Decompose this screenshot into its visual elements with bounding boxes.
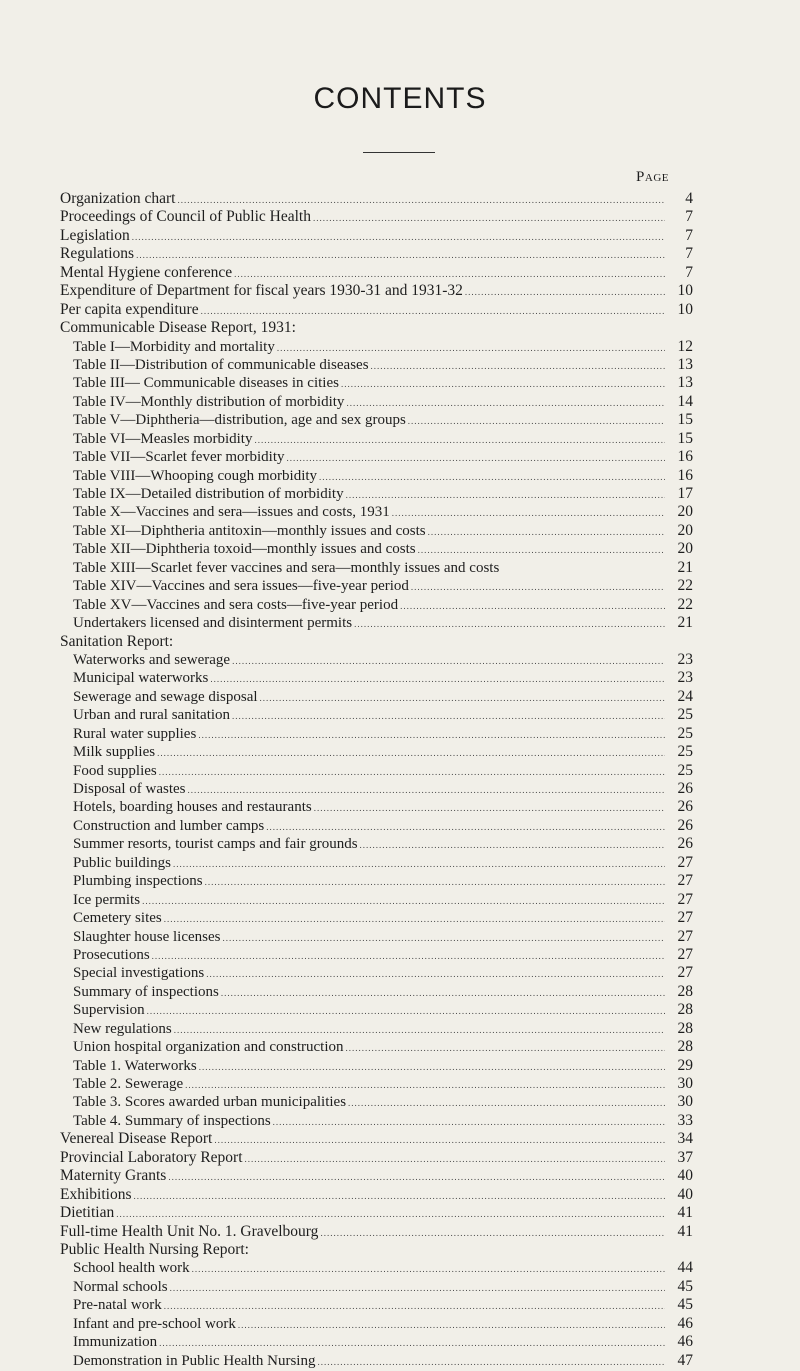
toc-entry-title: Table XI—Diphtheria antitoxin—monthly issues and costs: [73, 522, 426, 539]
toc-entry-title: Expenditure of Department for fiscal years 1930-31 and 1931-32: [60, 282, 463, 300]
dot-leader: [254, 431, 665, 449]
dot-leader: [142, 892, 665, 910]
dot-leader: [164, 1297, 665, 1315]
toc-entry-title: Mental Hygiene conference: [60, 263, 233, 281]
dot-leader: [317, 1353, 665, 1371]
toc-entry-title: Proceedings of Council of Public Health: [60, 208, 311, 226]
dot-leader: [392, 504, 665, 522]
toc-page-number: 14: [677, 392, 693, 410]
toc-entry-title: Undertakers licensed and disinterment permits: [73, 615, 353, 632]
toc-entry-title: Hotels, boarding houses and restaurants: [73, 799, 312, 816]
toc-entry: [60, 1296, 693, 1314]
toc-entry: [60, 245, 693, 263]
toc-page-number: 22: [677, 577, 693, 595]
toc-entry-title: Public buildings: [73, 854, 171, 871]
toc-entry: [60, 761, 693, 780]
toc-entry: [60, 706, 693, 724]
dot-leader: [174, 1021, 665, 1039]
toc-entry-title: Plumbing inspections: [73, 873, 203, 890]
toc-entry-title: Disposal of wastes: [73, 781, 186, 797]
dot-leader: [314, 799, 665, 817]
dot-leader: [260, 689, 665, 707]
toc-entry: [60, 337, 693, 356]
toc-entry: [60, 558, 693, 577]
toc-entry: [60, 1167, 693, 1185]
dot-leader: [346, 394, 665, 412]
toc-page-number: 23: [677, 669, 693, 687]
toc-page-number: 27: [677, 909, 693, 927]
dot-leader: [234, 265, 665, 283]
dot-leader: [136, 246, 665, 264]
toc-page-number: 25: [677, 724, 693, 742]
toc-page-number: 20: [677, 521, 693, 539]
toc-entry: [60, 1056, 693, 1075]
toc-page-number: 26: [677, 798, 693, 816]
dot-leader: [348, 1094, 665, 1112]
toc-page-number: 30: [677, 1075, 693, 1092]
toc-entry: [60, 282, 693, 300]
toc-entry-title: Table VI—Measles morbidity: [73, 430, 253, 447]
dot-leader: [205, 873, 665, 891]
toc-page-number: 26: [677, 835, 693, 853]
toc-entry-title: Table X—Vaccines and sera—issues and costs, 1931: [73, 504, 390, 521]
toc-entry-title: Construction and lumber camps: [73, 817, 265, 834]
toc-entry-title: Prosecutions: [73, 946, 150, 963]
toc-entry: [60, 190, 693, 208]
dot-leader: [206, 965, 665, 983]
toc-entry: [60, 485, 693, 503]
toc-entry-title: Organization chart: [60, 190, 176, 207]
toc-entry-title: Table III— Communicable diseases in cities: [73, 375, 339, 392]
toc-page-number: 40: [677, 1167, 693, 1185]
toc-entry-title: Urban and rural sanitation: [73, 707, 231, 724]
toc-entry: [60, 1038, 693, 1056]
toc-page-number: 27: [677, 927, 693, 945]
toc-entry: [60, 945, 693, 964]
toc-entry-title: Table XV—Vaccines and sera costs—five-year period: [73, 596, 399, 613]
toc-entry: [60, 650, 693, 669]
dot-leader: [245, 1150, 665, 1168]
toc-entry-title: Rural water supplies: [73, 725, 197, 742]
toc-entry: [60, 872, 693, 890]
toc-entry-title: Table VIII—Whooping cough morbidity: [73, 467, 318, 484]
toc-page-number: 45: [677, 1277, 693, 1295]
toc-page-number: 12: [677, 337, 693, 355]
toc-entry-title: Summer resorts, tourist camps and fair grounds: [73, 836, 358, 853]
toc-entry: [60, 743, 693, 761]
toc-entry: [60, 226, 693, 245]
toc-page-number: 16: [677, 448, 693, 466]
dot-leader: [238, 1316, 665, 1334]
toc-entry: [60, 263, 693, 282]
toc-entry: [60, 687, 693, 706]
toc-entry: [60, 1130, 693, 1148]
dot-leader: [173, 855, 665, 873]
toc-entry-title: Slaughter house licenses: [73, 928, 221, 945]
toc-entry-title: Immunization: [73, 1334, 158, 1351]
toc-entry-title: Table 1. Waterworks: [73, 1057, 197, 1074]
toc-entry-title: Public Health Nursing Report:: [60, 1240, 249, 1258]
toc-page-number: 46: [677, 1314, 693, 1332]
table-of-contents: [60, 190, 693, 1370]
toc-entry-title: Table V—Diphtheria—distribution, age and sex groups: [73, 412, 406, 429]
toc-page-number: 7: [685, 263, 693, 281]
toc-page-number: 28: [677, 982, 693, 1000]
toc-entry-title: Table I—Morbidity and mortality: [73, 338, 275, 355]
dot-leader: [408, 412, 665, 430]
toc-page-number: 17: [677, 485, 693, 502]
toc-page-number: 41: [677, 1222, 693, 1240]
toc-entry-title: School health work: [73, 1260, 190, 1277]
title-divider: [363, 152, 435, 153]
toc-entry-title: Full-time Health Unit No. 1. Gravelbourg: [60, 1222, 319, 1240]
toc-page-number: 28: [677, 1019, 693, 1037]
toc-page-number: 27: [677, 890, 693, 908]
toc-entry-title: Sanitation Report:: [60, 632, 174, 650]
toc-entry-title: Table XII—Diphtheria toxoid—monthly issues and costs: [73, 541, 416, 558]
toc-entry-title: Food supplies: [73, 762, 157, 779]
toc-page-number: 30: [677, 1093, 693, 1111]
toc-entry-title: Demonstration in Public Health Nursing: [73, 1352, 316, 1369]
toc-page-number: 27: [677, 945, 693, 963]
dot-leader: [232, 652, 665, 670]
toc-page-number: 23: [677, 650, 693, 668]
dot-leader: [185, 1076, 665, 1094]
toc-page-number: 25: [677, 706, 693, 724]
toc-entry: [60, 798, 693, 816]
dot-leader: [221, 984, 665, 1002]
toc-entry: [60, 392, 693, 411]
toc-entry-title: Summary of inspections: [73, 983, 219, 1000]
toc-entry-title: Union hospital organization and construction: [73, 1039, 344, 1056]
dot-leader: [418, 541, 665, 559]
toc-entry: [60, 1333, 693, 1351]
toc-page-number: 7: [685, 208, 693, 226]
toc-page-number: 4: [685, 190, 693, 207]
dot-leader: [266, 818, 665, 836]
toc-entry-title: Special investigations: [73, 965, 205, 982]
toc-page-number: 21: [677, 558, 693, 576]
toc-section-heading: [60, 319, 669, 337]
toc-entry-title: Table 3. Scores awarded urban municipalities: [73, 1094, 347, 1111]
toc-entry-title: Table VII—Scarlet fever morbidity: [73, 449, 285, 466]
dot-leader: [411, 578, 665, 596]
dot-leader: [133, 1187, 665, 1205]
toc-entry: [60, 909, 693, 927]
toc-page-number: 20: [677, 503, 693, 521]
page-title: CONTENTS: [313, 82, 487, 115]
dot-leader: [159, 1334, 665, 1352]
dot-leader: [232, 707, 665, 725]
toc-page-number: 27: [677, 853, 693, 871]
toc-entry-title: Milk supplies: [73, 744, 156, 761]
toc-entry: [60, 1222, 693, 1241]
toc-page-number: 46: [677, 1333, 693, 1351]
toc-entry-title: Table II—Distribution of communicable diseases: [73, 356, 369, 373]
toc-entry-title: Maternity Grants: [60, 1167, 167, 1185]
toc-entry: [60, 1314, 693, 1333]
toc-entry-title: Table 2. Sewerage: [73, 1076, 184, 1092]
toc-entry: [60, 964, 693, 982]
toc-entry: [60, 835, 693, 853]
dot-leader: [201, 302, 665, 320]
toc-entry-title: Legislation: [60, 226, 130, 244]
toc-entry-title: Venereal Disease Report: [60, 1130, 213, 1148]
toc-page-number: 16: [677, 466, 693, 484]
toc-page-number: 28: [677, 1001, 693, 1019]
toc-entry: [60, 208, 693, 226]
toc-page-number: 26: [677, 780, 693, 797]
dot-leader: [287, 449, 665, 467]
toc-entry: [60, 982, 693, 1001]
toc-entry: [60, 816, 693, 835]
toc-page-number: 15: [677, 429, 693, 447]
toc-page-number: 25: [677, 761, 693, 779]
toc-entry: [60, 521, 693, 540]
toc-entry-title: Table XIV—Vaccines and sera issues—five-year period: [73, 578, 409, 595]
toc-entry: [60, 1185, 693, 1204]
toc-entry: [60, 1019, 693, 1038]
toc-entry: [60, 1351, 693, 1370]
dot-leader: [159, 763, 665, 781]
dot-leader: [400, 597, 665, 615]
toc-page-number: 41: [677, 1204, 693, 1222]
toc-entry: [60, 448, 693, 466]
toc-page-number: 7: [685, 245, 693, 263]
toc-page-number: 24: [677, 687, 693, 705]
toc-page-number: 27: [677, 964, 693, 982]
dot-leader: [273, 1113, 665, 1131]
toc-entry: [60, 1259, 693, 1277]
toc-entry: [60, 411, 693, 429]
toc-page-number: 27: [677, 872, 693, 890]
toc-page-number: 7: [685, 226, 693, 244]
toc-entry-title: Waterworks and sewerage: [73, 651, 231, 668]
toc-page-number: 13: [677, 374, 693, 392]
toc-page-number: 28: [677, 1038, 693, 1056]
toc-page-number: 44: [677, 1259, 693, 1277]
toc-entry-title: Exhibitions: [60, 1185, 132, 1203]
toc-entry: [60, 1001, 693, 1019]
toc-entry-title: Communicable Disease Report, 1931:: [60, 319, 296, 337]
toc-entry-title: Infant and pre-school work: [73, 1315, 236, 1332]
dot-leader: [360, 836, 665, 854]
toc-entry: [60, 724, 693, 743]
dot-leader: [132, 228, 665, 246]
toc-page-number: 34: [677, 1130, 693, 1148]
toc-page-number: 20: [677, 540, 693, 558]
toc-entry: [60, 780, 693, 798]
toc-entry: [60, 540, 693, 558]
toc-entry: [60, 374, 693, 392]
dot-leader: [198, 726, 665, 744]
toc-page-number: 29: [677, 1056, 693, 1074]
toc-entry: [60, 429, 693, 448]
toc-page-number: 40: [677, 1185, 693, 1203]
toc-page-number: 10: [677, 282, 693, 300]
dot-leader: [346, 1039, 665, 1057]
toc-entry: [60, 614, 693, 632]
dot-leader: [222, 929, 665, 947]
toc-page-number: 15: [677, 411, 693, 429]
dot-leader: [320, 1224, 665, 1242]
toc-page-number: 37: [677, 1148, 693, 1166]
toc-entry-title: Per capita expenditure: [60, 300, 199, 318]
toc-entry: [60, 1111, 693, 1130]
toc-page-number: 13: [677, 355, 693, 373]
toc-entry: [60, 355, 693, 374]
dot-leader: [354, 615, 665, 633]
toc-entry-title: Table XIII—Scarlet fever vaccines and sera—monthly issues and costs: [73, 559, 500, 576]
toc-page-number: 33: [677, 1111, 693, 1129]
dot-leader: [428, 523, 665, 541]
dot-leader: [147, 1002, 665, 1020]
dot-leader: [168, 1168, 665, 1186]
dot-leader: [199, 1058, 665, 1076]
toc-entry: [60, 300, 693, 319]
dot-leader: [341, 375, 665, 393]
toc-entry: [60, 503, 693, 521]
dot-leader: [371, 357, 665, 375]
toc-entry: [60, 669, 693, 687]
dot-leader: [214, 1131, 665, 1149]
toc-entry: [60, 595, 693, 614]
toc-entry: [60, 853, 693, 872]
dot-leader: [210, 670, 665, 688]
toc-page-number: 47: [677, 1351, 693, 1369]
toc-entry: [60, 1093, 693, 1111]
toc-entry-title: Table IV—Monthly distribution of morbidity: [73, 393, 345, 410]
toc-page-number: 45: [677, 1296, 693, 1314]
toc-entry-title: Table 4. Summary of inspections: [73, 1112, 271, 1129]
dot-leader: [178, 191, 666, 209]
dot-leader: [116, 1205, 665, 1223]
dot-leader: [465, 283, 665, 301]
toc-entry-title: Table IX—Detailed distribution of morbidity: [73, 486, 344, 502]
dot-leader: [313, 209, 665, 227]
toc-entry-title: New regulations: [73, 1020, 172, 1037]
toc-page-number: 21: [677, 614, 693, 632]
dot-leader: [170, 1279, 665, 1297]
dot-leader: [277, 339, 665, 357]
toc-entry: [60, 1277, 693, 1296]
toc-entry: [60, 577, 693, 595]
page-column-header: Page: [636, 169, 669, 185]
toc-entry: [60, 466, 693, 485]
dot-leader: [157, 744, 665, 762]
toc-entry-title: Municipal waterworks: [73, 670, 209, 687]
toc-page-number: 25: [677, 743, 693, 761]
toc-page-number: 22: [677, 595, 693, 613]
toc-section-heading: [60, 1241, 669, 1259]
toc-entry-title: Provincial Laboratory Report: [60, 1148, 243, 1166]
dot-leader: [164, 910, 665, 928]
dot-leader: [192, 1260, 665, 1278]
toc-page-number: 10: [677, 300, 693, 318]
dot-leader: [346, 486, 665, 504]
toc-page-number: 26: [677, 816, 693, 834]
toc-entry: [60, 1148, 693, 1167]
dot-leader: [319, 468, 665, 486]
toc-entry: [60, 890, 693, 909]
dot-leader: [188, 781, 666, 799]
toc-section-heading: [60, 633, 669, 651]
toc-entry-title: Pre-natal work: [73, 1297, 162, 1314]
toc-entry: [60, 927, 693, 946]
toc-entry: [60, 1204, 693, 1222]
toc-entry-title: Cemetery sites: [73, 910, 162, 927]
toc-entry-title: Ice permits: [73, 891, 141, 908]
toc-entry-title: Dietitian: [60, 1204, 115, 1222]
toc-entry-title: Supervision: [73, 1002, 145, 1019]
dot-leader: [152, 947, 665, 965]
toc-entry-title: Sewerage and sewage disposal: [73, 688, 258, 705]
toc-entry-title: Normal schools: [73, 1278, 168, 1295]
toc-entry-title: Regulations: [60, 245, 135, 263]
toc-entry: [60, 1075, 693, 1093]
